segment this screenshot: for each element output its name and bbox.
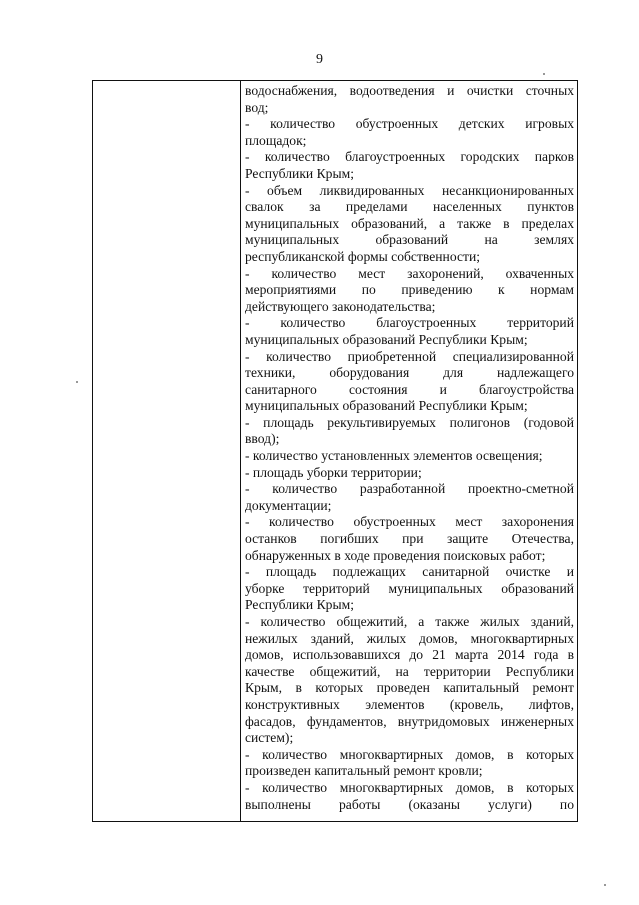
text-line: останков погибших при защите Отечества,	[245, 531, 574, 547]
text-line: действующего законодательства;	[245, 298, 436, 314]
text-line: - количество обустроенных детских игровых	[245, 116, 574, 132]
text-line: муниципальных образований, а также в пределах	[245, 215, 574, 231]
text-line: Крым, в которых проведен капитальный ремонт	[245, 680, 574, 696]
text-line: домов, использовавшихся до 21 марта 2014 года в	[245, 647, 574, 663]
text-line: - количество установленных элементов освещения;	[245, 448, 543, 464]
text-line: муниципальных образований Республики Крым;	[245, 331, 528, 347]
content-table	[92, 80, 578, 822]
text-line: качестве общежитий, на территории Республики	[245, 663, 574, 679]
text-line: - количество приобретенной специализированной	[245, 348, 574, 364]
text-line: мероприятиями по приведению к нормам	[245, 282, 574, 298]
text-line: техники, оборудования для надлежащего	[245, 365, 574, 381]
scan-artifact	[604, 884, 606, 886]
scan-artifact	[76, 381, 78, 383]
text-line: - количество многоквартирных домов, в которых	[245, 746, 574, 762]
text-line: Республики Крым;	[245, 597, 354, 613]
text-line: ввод);	[245, 431, 280, 447]
text-line: вод;	[245, 99, 269, 115]
text-line: - количество разработанной проектно-сметной	[245, 481, 574, 497]
text-line: - площадь уборки территории;	[245, 464, 422, 480]
text-line: систем);	[245, 730, 294, 746]
text-line: нежилых зданий, жилых домов, многоквартирных	[245, 630, 574, 646]
text-line: - количество мест захоронений, охваченных	[245, 265, 574, 281]
text-line: - количество общежитий, а также жилых зданий,	[245, 614, 574, 629]
page-number: 9	[316, 52, 323, 67]
text-line: документации;	[245, 497, 332, 513]
text-line: - количество многоквартирных домов, в которых	[245, 779, 574, 795]
text-line: обнаруженных в ходе проведения поисковых работ;	[245, 547, 546, 563]
text-line: санитарного состояния и благоустройства	[245, 381, 574, 397]
table-left-column-empty	[93, 81, 241, 821]
text-line: - объем ликвидированных несанкционированных	[245, 182, 574, 198]
text-line: произведен капитальный ремонт кровли;	[245, 763, 483, 779]
text-line: - количество благоустроенных городских парков	[245, 149, 574, 165]
text-line: Республики Крым;	[245, 165, 354, 181]
text-line: - количество обустроенных мест захоронения	[245, 514, 574, 530]
text-line: муниципальных образований на землях	[245, 232, 574, 248]
text-line: республиканской формы собственности;	[245, 248, 480, 264]
text-line: водоснабжения, водоотведения и очистки сточных	[245, 83, 574, 98]
text-line: - площадь подлежащих санитарной очистке и	[245, 564, 574, 580]
text-line: - количество благоустроенных территорий	[245, 315, 574, 331]
scan-artifact	[543, 73, 545, 75]
table-right-column	[241, 81, 577, 821]
text-line: конструктивных элементов (кровель, лифтов,	[245, 696, 574, 712]
text-line: свалок за пределами населенных пунктов	[245, 199, 574, 215]
text-line: выполнены работы (оказаны услуги) по	[245, 796, 574, 812]
text-line: - площадь рекультивируемых полигонов (годовой	[245, 414, 574, 430]
text-line: уборке территорий муниципальных образований	[245, 580, 574, 596]
text-line: фасадов, фундаментов, внутридомовых инженерных	[245, 713, 574, 729]
text-line: площадок;	[245, 132, 307, 148]
text-line: муниципальных образований Республики Крым;	[245, 398, 528, 414]
